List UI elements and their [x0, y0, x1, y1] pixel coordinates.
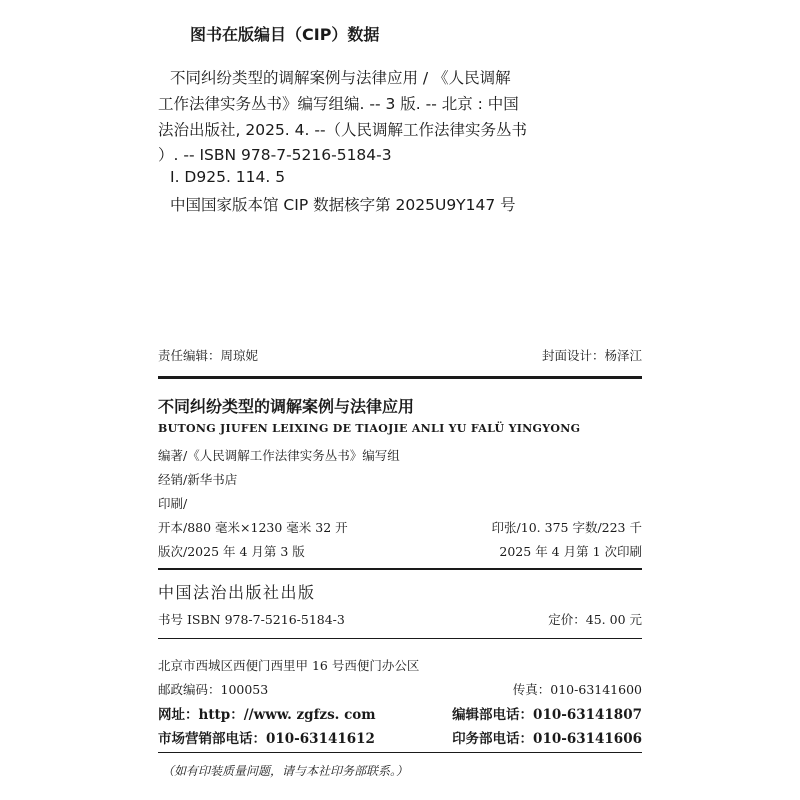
address-line: 北京市西城区西便门西里甲 16 号西便门办公区: [158, 658, 420, 673]
author-line: 编著/《人民调解工作法律实务丛书》编写组: [158, 448, 400, 463]
bottom-rule: [158, 752, 642, 753]
distributor-line: 经销/新华书店: [158, 472, 238, 487]
isbn-line: 书号 ISBN 978-7-5216-5184-3: [158, 612, 345, 627]
cover-designer: 封面设计：杨泽江: [541, 348, 642, 363]
cip-line-4: ）. -- ISBN 978-7-5216-5184-3: [158, 146, 392, 164]
top-rule: [158, 376, 642, 379]
postcode-line: 邮政编码：100053: [158, 682, 269, 697]
cip-line-3: 法治出版社, 2025. 4. --（人民调解工作法律实务丛书: [158, 121, 528, 139]
cip-line-1: 不同纠纷类型的调解案例与法律应用 / 《人民调解: [170, 69, 511, 87]
quality-note: （如有印装质量问题，请与本社印务部联系。）: [162, 764, 409, 778]
editorial-phone-line: 编辑部电话：010-63141807: [452, 707, 642, 723]
publisher-name: 中国法治出版社出版: [158, 583, 316, 602]
cip-heading: 图书在版编目（CIP）数据: [190, 25, 380, 44]
cip-line-2: 工作法律实务丛书》编写组编. -- 3 版. -- 北京 : 中国: [158, 95, 519, 113]
cip-record-number: 中国国家版本馆 CIP 数据核字第 2025U9Y147 号: [170, 196, 516, 214]
book-title: 不同纠纷类型的调解案例与法律应用: [158, 397, 415, 416]
book-title-pinyin: BUTONG JIUFEN LEIXING DE TIAOJIE ANLI YU FALÜ YINGYONG: [158, 422, 581, 435]
print-phone-line: 印务部电话：010-63141606: [452, 731, 642, 747]
impression-line: 2025 年 4 月第 1 次印刷: [499, 544, 642, 559]
fax-line: 传真：010-63141600: [512, 682, 642, 697]
sheets-line: 印张/10. 375 字数/223 千: [491, 520, 642, 535]
responsible-editor: 责任编辑：周琼妮: [158, 348, 259, 363]
printing-line: 印刷/: [158, 496, 188, 511]
format-line: 开本/880 毫米×1230 毫米 32 开: [158, 520, 348, 535]
cip-classification: Ⅰ. D925. 114. 5: [170, 168, 286, 186]
edition-line: 版次/2025 年 4 月第 3 版: [158, 544, 305, 559]
thin-rule: [158, 638, 642, 639]
website-line: 网址：http：//www. zgfzs. com: [158, 707, 376, 723]
marketing-phone-line: 市场营销部电话：010-63141612: [158, 731, 375, 747]
price-line: 定价：45. 00 元: [548, 612, 642, 627]
middle-rule: [158, 568, 642, 570]
